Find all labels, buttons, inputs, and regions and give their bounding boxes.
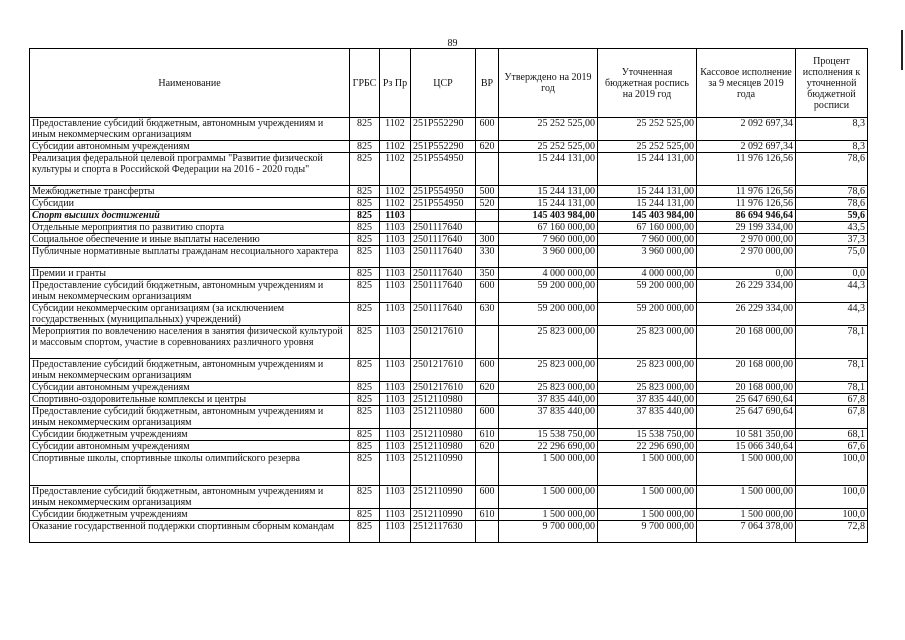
header-csr: ЦСР <box>411 49 476 118</box>
cell-approved: 15 244 131,00 <box>499 153 598 186</box>
cell-grbs: 825 <box>350 509 380 521</box>
cell-refined: 25 823 000,00 <box>598 359 697 382</box>
cell-csr: 2512110980 <box>411 406 476 429</box>
cell-name: Оказание государственной поддержки спортивным сборным командам <box>30 521 350 543</box>
cell-csr: 2512110980 <box>411 441 476 453</box>
cell-vr <box>476 394 499 406</box>
cell-percent: 100,0 <box>796 509 868 521</box>
cell-csr: 251P552290 <box>411 118 476 141</box>
cell-approved: 25 252 525,00 <box>499 118 598 141</box>
cell-csr: 2512110980 <box>411 429 476 441</box>
cell-percent: 100,0 <box>796 486 868 509</box>
header-refined: Уточненная бюджетная роспись на 2019 год <box>598 49 697 118</box>
cell-csr: 2501117640 <box>411 280 476 303</box>
table-row <box>30 186 868 198</box>
cell-csr: 2512117630 <box>411 521 476 543</box>
cell-vr: 630 <box>476 303 499 326</box>
cell-vr: 300 <box>476 234 499 246</box>
cell-csr: 2512110980 <box>411 394 476 406</box>
table-row <box>30 521 868 543</box>
cell-name: Публичные нормативные выплаты гражданам несоциального характера <box>30 246 350 268</box>
cell-name: Социальное обеспечение и иные выплаты населению <box>30 234 350 246</box>
cell-percent: 59,6 <box>796 210 868 222</box>
cell-cash: 11 976 126,56 <box>697 198 796 210</box>
cell-percent: 44,3 <box>796 280 868 303</box>
cell-name: Предоставление субсидий бюджетным, автономным учреждениям и иным некоммерческим организациям <box>30 280 350 303</box>
cell-approved: 1 500 000,00 <box>499 486 598 509</box>
cell-refined: 9 700 000,00 <box>598 521 697 543</box>
cell-csr: 251P554950 <box>411 186 476 198</box>
cell-cash: 25 647 690,64 <box>697 406 796 429</box>
cell-refined: 15 244 131,00 <box>598 153 697 186</box>
cell-percent: 67,6 <box>796 441 868 453</box>
cell-percent: 75,0 <box>796 246 868 268</box>
cell-percent: 78,6 <box>796 153 868 186</box>
cell-cash: 2 970 000,00 <box>697 246 796 268</box>
cell-rzpr: 1103 <box>380 406 411 429</box>
table-row <box>30 246 868 268</box>
cell-grbs: 825 <box>350 394 380 406</box>
cell-cash: 0,00 <box>697 268 796 280</box>
cell-cash: 20 168 000,00 <box>697 382 796 394</box>
cell-name: Предоставление субсидий бюджетным, автономным учреждениям и иным некоммерческим организациям <box>30 359 350 382</box>
cell-csr: 2512110990 <box>411 453 476 486</box>
cell-rzpr: 1103 <box>380 210 411 222</box>
cell-name: Предоставление субсидий бюджетным, автономным учреждениям и иным некоммерческим организациям <box>30 118 350 141</box>
cell-vr: 520 <box>476 198 499 210</box>
cell-rzpr: 1103 <box>380 441 411 453</box>
table-row <box>30 198 868 210</box>
cell-refined: 15 538 750,00 <box>598 429 697 441</box>
cell-grbs: 825 <box>350 521 380 543</box>
table-row <box>30 486 868 509</box>
cell-grbs: 825 <box>350 280 380 303</box>
cell-vr <box>476 453 499 486</box>
cell-rzpr: 1102 <box>380 118 411 141</box>
table-row <box>30 280 868 303</box>
cell-rzpr: 1103 <box>380 394 411 406</box>
header-approved: Утверждено на 2019 год <box>499 49 598 118</box>
cell-grbs: 825 <box>350 246 380 268</box>
cell-cash: 1 500 000,00 <box>697 486 796 509</box>
cell-vr: 600 <box>476 359 499 382</box>
cell-rzpr: 1103 <box>380 303 411 326</box>
cell-vr <box>476 153 499 186</box>
cell-csr: 251P554950 <box>411 153 476 186</box>
cell-cash: 2 092 697,34 <box>697 118 796 141</box>
table-row <box>30 268 868 280</box>
cell-rzpr: 1102 <box>380 186 411 198</box>
cell-grbs: 825 <box>350 186 380 198</box>
cell-csr: 2501117640 <box>411 222 476 234</box>
cell-rzpr: 1103 <box>380 429 411 441</box>
table-row <box>30 441 868 453</box>
cell-percent: 8,3 <box>796 141 868 153</box>
cell-vr: 600 <box>476 486 499 509</box>
budget-execution-table <box>29 48 868 543</box>
cell-name: Субсидии бюджетным учреждениям <box>30 429 350 441</box>
cell-cash: 20 168 000,00 <box>697 326 796 359</box>
table-row <box>30 453 868 486</box>
cell-approved: 37 835 440,00 <box>499 394 598 406</box>
cell-grbs: 825 <box>350 326 380 359</box>
cell-cash: 1 500 000,00 <box>697 453 796 486</box>
cell-refined: 25 252 525,00 <box>598 118 697 141</box>
cell-vr: 330 <box>476 246 499 268</box>
cell-vr: 600 <box>476 280 499 303</box>
cell-grbs: 825 <box>350 429 380 441</box>
cell-rzpr: 1103 <box>380 453 411 486</box>
cell-vr <box>476 521 499 543</box>
cell-cash: 26 229 334,00 <box>697 280 796 303</box>
cell-refined: 15 244 131,00 <box>598 186 697 198</box>
cell-rzpr: 1103 <box>380 382 411 394</box>
cell-percent: 37,3 <box>796 234 868 246</box>
cell-approved: 25 823 000,00 <box>499 326 598 359</box>
cell-csr: 251P552290 <box>411 141 476 153</box>
cell-name: Реализация федеральной целевой программы "Развитие физической культуры и спорта в Российской Федерации на 2016 - 2020 годы" <box>30 153 350 186</box>
cell-rzpr: 1103 <box>380 486 411 509</box>
cell-name: Субсидии бюджетным учреждениям <box>30 509 350 521</box>
cell-percent: 68,1 <box>796 429 868 441</box>
table-body <box>30 118 868 543</box>
cell-rzpr: 1103 <box>380 521 411 543</box>
cell-csr: 2501117640 <box>411 234 476 246</box>
cell-vr: 610 <box>476 509 499 521</box>
cell-grbs: 825 <box>350 406 380 429</box>
cell-vr: 620 <box>476 382 499 394</box>
cell-refined: 37 835 440,00 <box>598 394 697 406</box>
cell-refined: 15 244 131,00 <box>598 198 697 210</box>
table-row <box>30 210 868 222</box>
table-row <box>30 429 868 441</box>
table-row <box>30 406 868 429</box>
cell-approved: 25 252 525,00 <box>499 141 598 153</box>
cell-approved: 9 700 000,00 <box>499 521 598 543</box>
cell-csr: 2512110990 <box>411 509 476 521</box>
cell-rzpr: 1102 <box>380 141 411 153</box>
cell-refined: 1 500 000,00 <box>598 486 697 509</box>
cell-grbs: 825 <box>350 486 380 509</box>
cell-cash: 29 199 334,00 <box>697 222 796 234</box>
cell-rzpr: 1102 <box>380 198 411 210</box>
cell-refined: 145 403 984,00 <box>598 210 697 222</box>
header-grbs: ГРБС <box>350 49 380 118</box>
cell-cash: 20 168 000,00 <box>697 359 796 382</box>
cell-vr: 600 <box>476 118 499 141</box>
cell-approved: 67 160 000,00 <box>499 222 598 234</box>
table-header-row <box>30 49 868 118</box>
cell-csr: 2501117640 <box>411 246 476 268</box>
cell-grbs: 825 <box>350 118 380 141</box>
cell-name: Субсидии некоммерческим организациям (за исключением государственных (муниципальных) учреждений) <box>30 303 350 326</box>
table-row <box>30 382 868 394</box>
header-rzpr: Рз Пр <box>380 49 411 118</box>
cell-name: Отдельные мероприятия по развитию спорта <box>30 222 350 234</box>
cell-rzpr: 1103 <box>380 326 411 359</box>
header-percent: Процент исполнения к уточненной бюджетной росписи <box>796 49 868 118</box>
cell-name: Спорт высших достижений <box>30 210 350 222</box>
cell-vr <box>476 210 499 222</box>
cell-approved: 7 960 000,00 <box>499 234 598 246</box>
table-row <box>30 303 868 326</box>
cell-cash: 25 647 690,64 <box>697 394 796 406</box>
cell-refined: 4 000 000,00 <box>598 268 697 280</box>
cell-cash: 11 976 126,56 <box>697 186 796 198</box>
header-vr: ВР <box>476 49 499 118</box>
cell-rzpr: 1103 <box>380 222 411 234</box>
cell-name: Мероприятия по вовлечению населения в занятия физической культурой и массовым спортом, участие в соревнованиях различного уровня <box>30 326 350 359</box>
cell-cash: 10 581 350,00 <box>697 429 796 441</box>
cell-vr: 610 <box>476 429 499 441</box>
cell-percent: 78,1 <box>796 382 868 394</box>
cell-vr: 500 <box>476 186 499 198</box>
cell-cash: 26 229 334,00 <box>697 303 796 326</box>
cell-refined: 7 960 000,00 <box>598 234 697 246</box>
cell-percent: 72,8 <box>796 521 868 543</box>
cell-cash: 2 092 697,34 <box>697 141 796 153</box>
cell-approved: 37 835 440,00 <box>499 406 598 429</box>
cell-approved: 59 200 000,00 <box>499 303 598 326</box>
cell-approved: 15 244 131,00 <box>499 186 598 198</box>
cell-approved: 3 960 000,00 <box>499 246 598 268</box>
cell-approved: 1 500 000,00 <box>499 453 598 486</box>
cell-grbs: 825 <box>350 441 380 453</box>
cell-approved: 15 244 131,00 <box>499 198 598 210</box>
cell-approved: 145 403 984,00 <box>499 210 598 222</box>
cell-name: Спортивно-оздоровительные комплексы и центры <box>30 394 350 406</box>
cell-rzpr: 1103 <box>380 359 411 382</box>
cell-refined: 25 252 525,00 <box>598 141 697 153</box>
cell-percent: 78,1 <box>796 359 868 382</box>
cell-csr: 2501217610 <box>411 359 476 382</box>
cell-cash: 1 500 000,00 <box>697 509 796 521</box>
table-row <box>30 394 868 406</box>
table-row <box>30 234 868 246</box>
cell-name: Субсидии автономным учреждениям <box>30 441 350 453</box>
cell-vr: 350 <box>476 268 499 280</box>
cell-name: Премии и гранты <box>30 268 350 280</box>
cell-csr: 2501117640 <box>411 303 476 326</box>
table-row <box>30 153 868 186</box>
cell-name: Субсидии автономным учреждениям <box>30 382 350 394</box>
cell-grbs: 825 <box>350 268 380 280</box>
cell-vr: 620 <box>476 141 499 153</box>
cell-csr <box>411 210 476 222</box>
table-row <box>30 118 868 141</box>
page-edge-mark <box>901 30 903 70</box>
page-number: 89 <box>447 38 458 49</box>
cell-cash: 11 976 126,56 <box>697 153 796 186</box>
cell-name: Субсидии автономным учреждениям <box>30 141 350 153</box>
cell-grbs: 825 <box>350 382 380 394</box>
cell-rzpr: 1103 <box>380 234 411 246</box>
cell-name: Предоставление субсидий бюджетным, автономным учреждениям и иным некоммерческим организациям <box>30 406 350 429</box>
cell-csr: 2512110990 <box>411 486 476 509</box>
table-row <box>30 326 868 359</box>
table-row <box>30 359 868 382</box>
cell-refined: 67 160 000,00 <box>598 222 697 234</box>
header-name: Наименование <box>30 49 350 118</box>
cell-approved: 15 538 750,00 <box>499 429 598 441</box>
cell-csr: 251P554950 <box>411 198 476 210</box>
cell-approved: 22 296 690,00 <box>499 441 598 453</box>
cell-percent: 78,1 <box>796 326 868 359</box>
cell-vr <box>476 326 499 359</box>
cell-refined: 25 823 000,00 <box>598 326 697 359</box>
cell-name: Субсидии <box>30 198 350 210</box>
cell-grbs: 825 <box>350 198 380 210</box>
cell-percent: 8,3 <box>796 118 868 141</box>
header-cash: Кассовое исполнение за 9 месяцев 2019 года <box>697 49 796 118</box>
cell-approved: 1 500 000,00 <box>499 509 598 521</box>
cell-percent: 100,0 <box>796 453 868 486</box>
cell-grbs: 825 <box>350 234 380 246</box>
cell-percent: 44,3 <box>796 303 868 326</box>
cell-vr: 620 <box>476 441 499 453</box>
cell-approved: 59 200 000,00 <box>499 280 598 303</box>
cell-percent: 78,6 <box>796 186 868 198</box>
cell-percent: 67,8 <box>796 406 868 429</box>
cell-approved: 25 823 000,00 <box>499 382 598 394</box>
cell-approved: 4 000 000,00 <box>499 268 598 280</box>
cell-csr: 2501217610 <box>411 326 476 359</box>
cell-cash: 15 066 340,64 <box>697 441 796 453</box>
cell-rzpr: 1103 <box>380 268 411 280</box>
cell-grbs: 825 <box>350 222 380 234</box>
cell-name: Межбюджетные трансферты <box>30 186 350 198</box>
cell-refined: 1 500 000,00 <box>598 509 697 521</box>
cell-name: Предоставление субсидий бюджетным, автономным учреждениям и иным некоммерческим организациям <box>30 486 350 509</box>
cell-refined: 25 823 000,00 <box>598 382 697 394</box>
cell-grbs: 825 <box>350 210 380 222</box>
cell-percent: 67,8 <box>796 394 868 406</box>
cell-csr: 2501117640 <box>411 268 476 280</box>
cell-grbs: 825 <box>350 303 380 326</box>
cell-rzpr: 1102 <box>380 153 411 186</box>
cell-refined: 59 200 000,00 <box>598 280 697 303</box>
cell-refined: 22 296 690,00 <box>598 441 697 453</box>
cell-grbs: 825 <box>350 141 380 153</box>
table-row <box>30 222 868 234</box>
cell-rzpr: 1103 <box>380 509 411 521</box>
cell-refined: 1 500 000,00 <box>598 453 697 486</box>
cell-percent: 43,5 <box>796 222 868 234</box>
cell-percent: 78,6 <box>796 198 868 210</box>
table-row <box>30 509 868 521</box>
cell-rzpr: 1103 <box>380 280 411 303</box>
table-row <box>30 141 868 153</box>
cell-rzpr: 1103 <box>380 246 411 268</box>
cell-approved: 25 823 000,00 <box>499 359 598 382</box>
cell-refined: 59 200 000,00 <box>598 303 697 326</box>
cell-vr <box>476 222 499 234</box>
cell-cash: 2 970 000,00 <box>697 234 796 246</box>
cell-cash: 86 694 946,64 <box>697 210 796 222</box>
cell-grbs: 825 <box>350 359 380 382</box>
cell-refined: 3 960 000,00 <box>598 246 697 268</box>
cell-grbs: 825 <box>350 153 380 186</box>
cell-vr: 600 <box>476 406 499 429</box>
cell-cash: 7 064 378,00 <box>697 521 796 543</box>
cell-percent: 0,0 <box>796 268 868 280</box>
cell-name: Спортивные школы, спортивные школы олимпийского резерва <box>30 453 350 486</box>
cell-refined: 37 835 440,00 <box>598 406 697 429</box>
cell-grbs: 825 <box>350 453 380 486</box>
cell-csr: 2501217610 <box>411 382 476 394</box>
